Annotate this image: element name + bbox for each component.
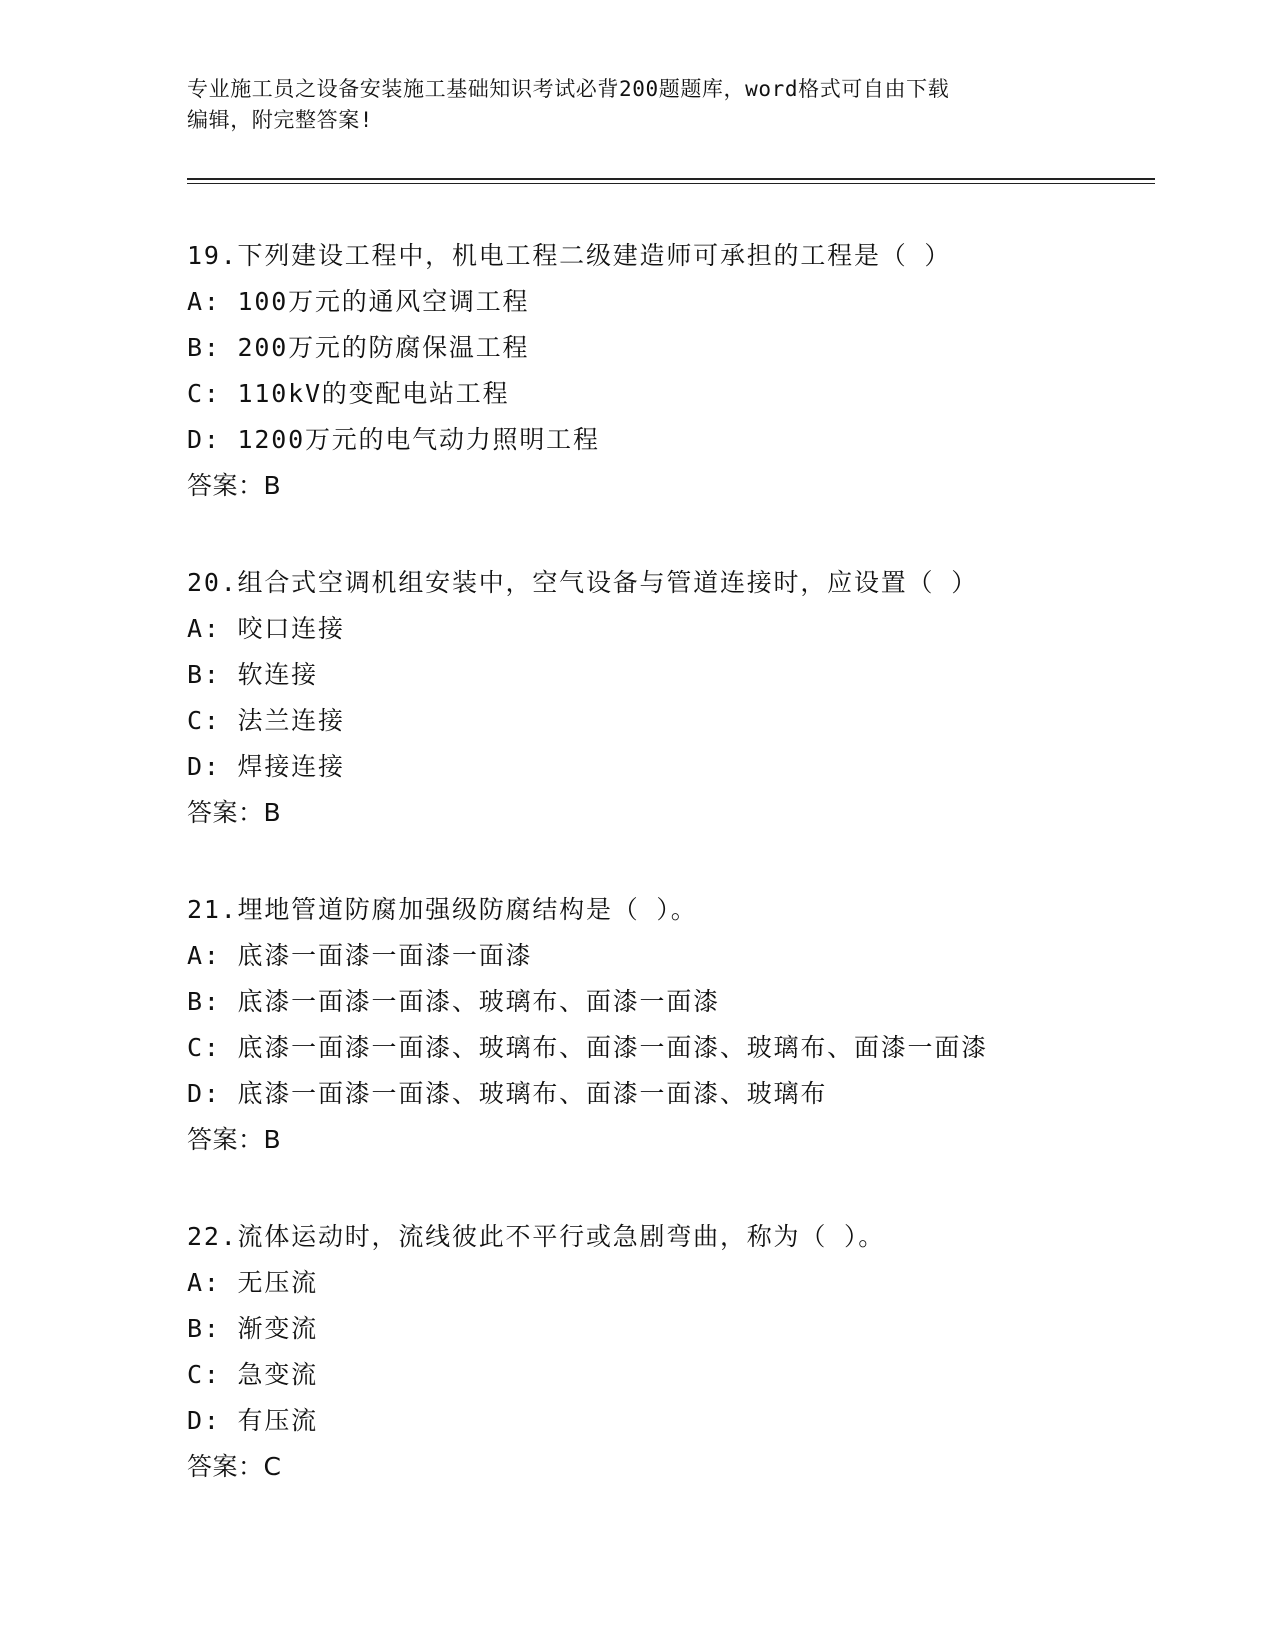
question-list [187, 233, 1167, 1541]
answer-line: 答案：B [187, 1125, 282, 1154]
question-21 [187, 887, 1167, 1163]
answer-line: 答案：C [187, 1452, 282, 1481]
option-c: C: 法兰连接 [187, 706, 345, 735]
question-20 [187, 560, 1167, 836]
option-c: C: 110kV的变配电站工程 [187, 379, 510, 408]
option-a: A: 无压流 [187, 1268, 318, 1297]
document-header: 专业施工员之设备安装施工基础知识考试必背200题题库，word格式可自由下载 编辑，附完整答案! [187, 77, 950, 132]
option-d: D: 1200万元的电气动力照明工程 [187, 425, 600, 454]
option-b: B: 200万元的防腐保温工程 [187, 333, 530, 362]
answer-line: 答案：B [187, 798, 282, 827]
option-d: D: 焊接连接 [187, 752, 345, 781]
option-b: B: 底漆一面漆一面漆、玻璃布、面漆一面漆 [187, 987, 720, 1016]
question-22 [187, 1214, 1167, 1490]
question-19 [187, 233, 1167, 509]
option-b: B: 软连接 [187, 660, 318, 689]
option-c: C: 急变流 [187, 1360, 318, 1389]
option-b: B: 渐变流 [187, 1314, 318, 1343]
header-divider-thin [187, 183, 1155, 184]
option-a: A: 咬口连接 [187, 614, 345, 643]
header-divider-thick [187, 178, 1155, 180]
option-a: A: 100万元的通风空调工程 [187, 287, 530, 316]
option-d: D: 有压流 [187, 1406, 318, 1435]
question-stem: 20.组合式空调机组安装中，空气设备与管道连接时，应设置（ ） [187, 568, 979, 597]
option-a: A: 底漆一面漆一面漆一面漆 [187, 941, 533, 970]
option-c: C: 底漆一面漆一面漆、玻璃布、面漆一面漆、玻璃布、面漆一面漆 [187, 1033, 988, 1062]
question-stem: 19.下列建设工程中，机电工程二级建造师可承担的工程是（ ） [187, 241, 952, 270]
option-d: D: 底漆一面漆一面漆、玻璃布、面漆一面漆、玻璃布 [187, 1079, 828, 1108]
question-stem: 21.埋地管道防腐加强级防腐结构是（ ）。 [187, 895, 698, 924]
question-stem: 22.流体运动时，流线彼此不平行或急剧弯曲，称为（ ）。 [187, 1222, 886, 1251]
answer-line: 答案：B [187, 471, 282, 500]
